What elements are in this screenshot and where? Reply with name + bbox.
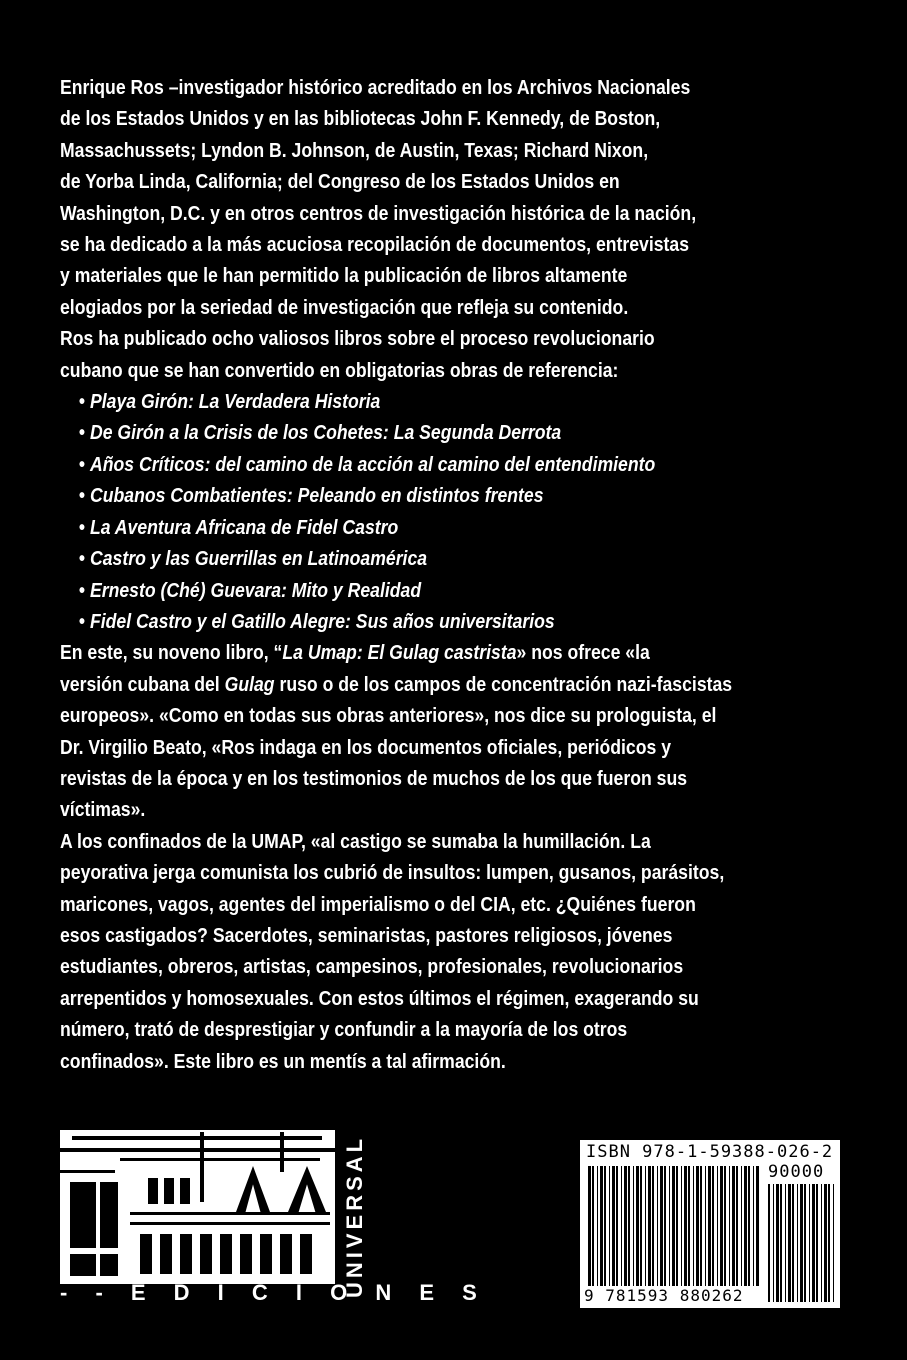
barcode-bar [724,1166,726,1286]
book-item: • Años Críticos: del camino de la acción al camino del entendimiento [60,449,879,480]
barcode-bar [804,1184,806,1302]
logo-bottom-text: - - E D I C I O N E S [60,1280,488,1305]
ninth-book-paragraph [60,637,860,825]
barcode-bar [756,1166,759,1286]
book-item: • Playa Girón: La Verdadera Historia [60,386,879,417]
book-list [60,386,860,637]
barcode-bar [696,1166,699,1286]
barcode-bar [776,1184,779,1302]
barcode-bar [768,1184,770,1302]
barcode-bar [693,1166,694,1286]
book-item: • De Girón a la Crisis de los Cohetes: La Segunda Derrota [60,417,879,448]
barcode-bar [612,1166,615,1286]
barcode-bar [633,1166,634,1286]
ediciones-universal-logo-icon [60,1122,488,1305]
barcode-bar [708,1166,711,1286]
logo-vertical-text: UNIVERSAL [342,1134,367,1298]
barcode-bar [833,1184,834,1302]
barcode-bar [788,1184,791,1302]
book-item: • Ernesto (Ché) Guevara: Mito y Realidad [60,575,879,606]
barcode-bar [664,1166,666,1286]
back-cover-text [60,72,860,1077]
barcode-bar [616,1166,618,1286]
barcode-bar [800,1184,803,1302]
addon-bars [768,1184,834,1302]
barcode-bar [636,1166,639,1286]
intro-paragraph: Enrique Ros –investigador histórico acreditado en los Archivos Nacionales de los Estados Unidos y en las bibliotecas John F. Kennedy, de Boston, Massachussets; Lyndon B. Johnson, de Austin, Texas; Richard Nixon, de Yorba Linda, California; del Congreso de los Estados Unidos en Washington, D.C. y en otros centros de investigación histórica de la nación, se ha dedicado a la más acuciosa recopilación de documentos, entrevistas y materiales que le han permitido la publicación de libros altamente elogiados por la seriedad de investigación que refleja su contenido. Ros ha publicado ocho valiosos libros sobre el proceso revolucionario cubano que se han convertido en obligatorias obras de referencia: [60,76,697,382]
barcode-bar [736,1166,738,1286]
barcode-bar [700,1166,702,1286]
ninth-book-title: La Umap: El Gulag castrista [282,641,517,665]
barcode-bar [753,1166,754,1286]
ninth-text-3: ruso o de los campos de concentración nazi-fascistas europeos». «Como en todas sus obras anteriores», nos dice su prologuista, el Dr. Virgilio Beato, «Ros indaga en los documentos oficiales, periódicos y revistas de la época y en los testimonios de muchos de los que fueron sus víctimas». [60,672,733,822]
barcode-bar [720,1166,723,1286]
barcode-bar [657,1166,658,1286]
ean-bars [588,1166,760,1286]
book-item: • Fidel Castro y el Gatillo Alegre: Sus años universitarios [60,606,879,637]
barcode-icon [580,1140,840,1308]
barcode-bar [604,1166,606,1286]
barcode-bar [588,1166,591,1286]
barcode-bar [621,1166,622,1286]
book-item: • Cubanos Combatientes: Peleando en distintos frentes [60,480,879,511]
barcode-bar [816,1184,818,1302]
book-item: • Castro y las Guerrillas en Latinoamérica [60,543,879,574]
barcode-bar [824,1184,827,1302]
barcode-bar [628,1166,630,1286]
barcode-bar [797,1184,798,1302]
ninth-text-1: En este, su noveno libro, “ [60,641,283,665]
barcode-bar [660,1166,663,1286]
barcode-bar [809,1184,810,1302]
barcode-bar [712,1166,714,1286]
barcode-bar [648,1166,651,1286]
logo-graphic [60,1122,335,1284]
barcode-bar [705,1166,706,1286]
barcode-bar [732,1166,735,1286]
isbn-label: ISBN 978-1-59388-026-2 [586,1142,834,1162]
ninth-text-2: » nos ofrece «la versión cubana del [60,641,650,696]
barcode-bar [780,1184,782,1302]
barcode-bar [672,1166,675,1286]
barcode-bar [676,1166,678,1286]
barcode-bar [741,1166,742,1286]
addon-number: 90000 [768,1162,825,1182]
barcode-bar [652,1166,654,1286]
barcode-bar [640,1166,642,1286]
barcode-bar [773,1184,774,1302]
barcode-bar [624,1166,627,1286]
barcode-bar [600,1166,603,1286]
barcode-bar [792,1184,794,1302]
barcode-bar [748,1166,750,1286]
ean-number: 9 781593 880262 [584,1286,744,1305]
barcode-bar [812,1184,815,1302]
barcode-bar [645,1166,646,1286]
barcode-bar [597,1166,598,1286]
barcode-bar [821,1184,822,1302]
barcode-bar [592,1166,594,1286]
barcode-bar [609,1166,610,1286]
gulag-word: Gulag [224,672,275,696]
book-item: • La Aventura Africana de Fidel Castro [60,512,879,543]
barcode-bar [828,1184,830,1302]
barcode-bar [717,1166,718,1286]
barcode-bar [669,1166,670,1286]
barcode-bar [681,1166,682,1286]
barcode-bar [729,1166,730,1286]
barcode-bar [688,1166,690,1286]
closing-paragraph: A los confinados de la UMAP, «al castigo se sumaba la humillación. La peyorativa jerga comunista los cubrió de insultos: lumpen, gusanos, parásitos, maricones, vagos, agentes del imperialismo o del CIA, etc. ¿Quiénes fueron esos castigados? Sacerdotes, seminaristas, pastores religiosos, jóvenes estudiantes, obreros, artistas, campesinos, profesionales, revolucionarios arrepentidos y homosexuales. Con estos últimos el régimen, exagerando su número, trató de desprestigiar y confundir a la mayoría de los otros confinados». Este libro es un mentís a tal afirmación. [60,829,725,1073]
barcode-bar [785,1184,786,1302]
barcode-bar [684,1166,687,1286]
barcode-bar [744,1166,747,1286]
